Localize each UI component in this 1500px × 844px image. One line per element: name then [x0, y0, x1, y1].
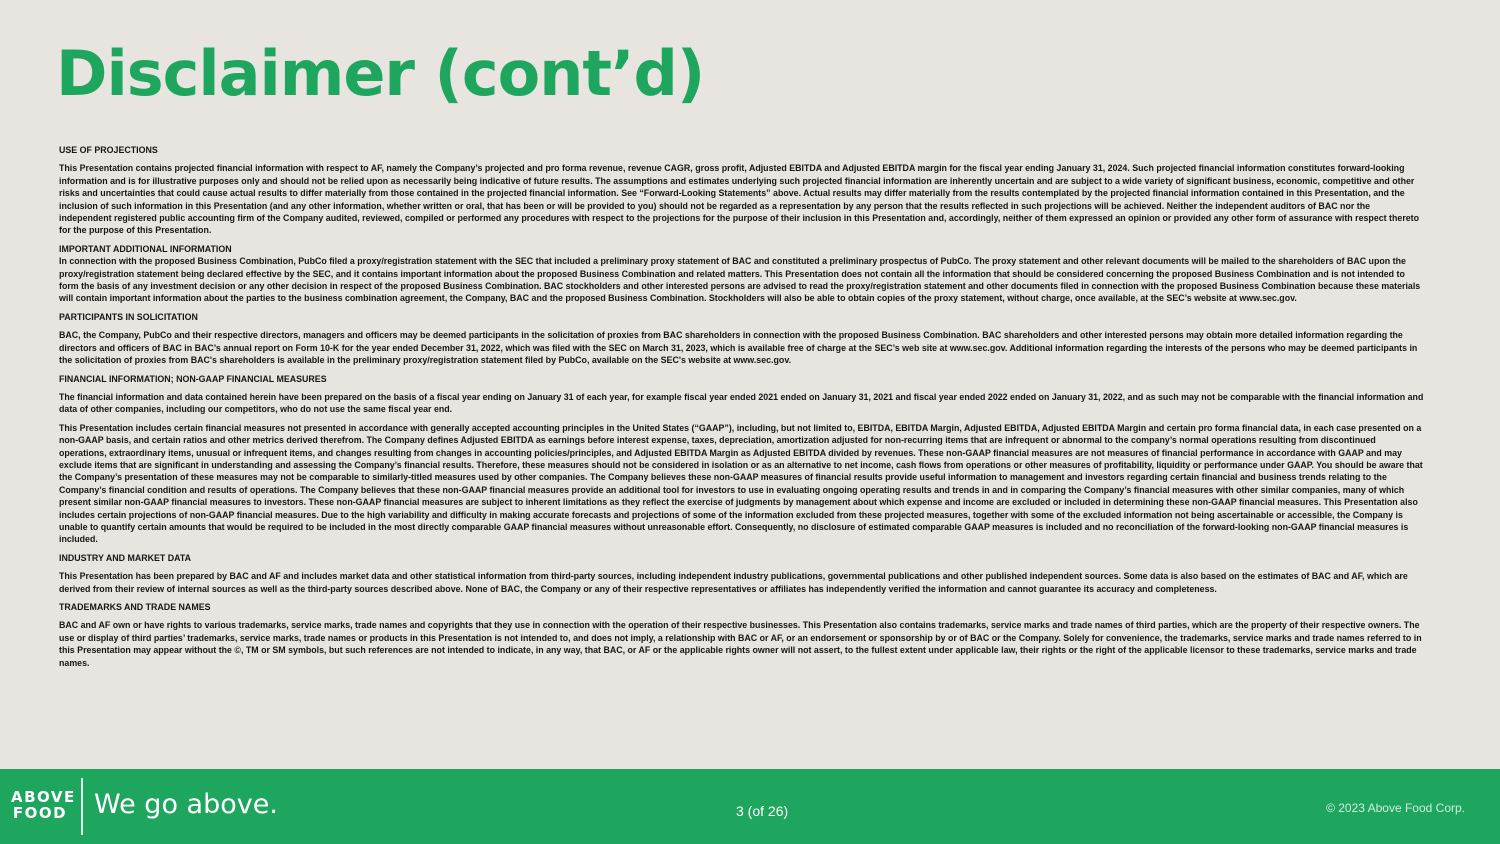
section-paragraph: This Presentation has been prepared by BAC and AF and includes market data and other statistical information from third-party sources, including independent industry publications, governmental publications and other published independent sources. Some data is also based on the estimates of BAC and AF, which are derived from their review of internal sources as well as the third-party sources described above. None of BAC, the Company or any of their respective representatives or affiliates has independently verified the information and cannot guarantee its accuracy and completeness. — [59, 571, 1408, 594]
section-heading: IMPORTANT ADDITIONAL INFORMATION — [59, 243, 232, 254]
tagline: We go above. — [94, 789, 278, 820]
logo-line-above: ABOVE — [11, 788, 76, 806]
above-food-logo — [11, 788, 76, 829]
section-trademarks-and-trade-names — [59, 601, 1425, 669]
section-important-additional-information — [59, 243, 1425, 305]
section-paragraph: In connection with the proposed Business Combination, PubCo filed a proxy/registration statement with the SEC that included a preliminary proxy statement of BAC and constituted a preliminary prospectus of PubCo. The proxy statement and other relevant documents will be mailed to the shareholders of BAC upon the proxy/registration statement being declared effective by the SEC, and it contains important information about the proposed Business Combination and related matters. This Presentation does not contain all the information that should be considered concerning the proposed Business Combination and is not intended to form the basis of any investment decision or any other decision in respect of the proposed Business Combination. BAC stockholders and other interested persons are advised to read the proxy/registration statement and other documents filed in connection with the proposed Business Combination because these materials will contain important information about the parties to the business combination agreement, the Company, BAC and the proposed Business Combination. Stockholders will also be able to obtain copies of the proxy statement, without charge, once available, at the SEC’s website at www.sec.gov. — [59, 256, 1421, 304]
section-heading: INDUSTRY AND MARKET DATA — [59, 552, 191, 563]
section-financial-information — [59, 373, 1425, 546]
page-title: Disclaimer (cont’d) — [56, 37, 705, 110]
page-number: 3 (of 26) — [736, 803, 789, 819]
section-paragraph: This Presentation contains projected financial information with respect to AF, namely the Company’s projected and pro forma revenue, revenue CAGR, gross profit, Adjusted EBITDA and Adjusted EBITDA margin for the fiscal year ending January 31, 2024. Such projected financial information constitutes forward-looking information and is for illustrative purposes only and should not be relied upon as necessarily being indicative of future results. The assumptions and estimates underlying such projected financial information are inherently uncertain and are subject to a wide variety of significant business, economic, competitive and other risks and uncertainties that could cause actual results to differ materially from those contained in the projected financial information. See “Forward-Looking Statements” above. Actual results may differ materially from the results contemplated by the projected financial information contained in this Presentation, and the inclusion of such information in this Presentation (and any other information, whether written or oral, that has been or will be provided to you) should not be regarded as a representation by any person that the results reflected in such projections will be achieved. Neither the independent auditors of BAC nor the independent registered public accounting firm of the Company audited, reviewed, compiled or performed any procedures with respect to the projections for the purpose of their inclusion in this Presentation and, accordingly, neither of them expressed an opinion or provided any other form of assurance with respect thereto for the purpose of this Presentation. — [59, 163, 1420, 236]
section-use-of-projections — [59, 144, 1425, 237]
section-heading: FINANCIAL INFORMATION; NON-GAAP FINANCIAL MEASURES — [59, 373, 327, 384]
section-heading: PARTICIPANTS IN SOLICITATION — [59, 311, 198, 322]
logo-line-food: FOOD — [12, 804, 68, 822]
section-heading: TRADEMARKS AND TRADE NAMES — [59, 602, 211, 612]
section-participants-in-solicitation — [59, 311, 1425, 367]
section-paragraph: BAC and AF own or have rights to various trademarks, service marks, trade names and copyrights that they use in connection with the operation of their respective businesses. This Presentation also contains trademarks, service marks and trade names of third parties, which are the property of their respective owners. The use or display of third parties’ trademarks, service marks, trade names or products in this Presentation is not intended to, and does not imply, a relationship with BAC or AF, or an endorsement or sponsorship by or of BAC or the Company. Solely for convenience, the trademarks, service marks and trade names referred to in this Presentation may appear without the ©, TM or SM symbols, but such references are not intended to indicate, in any way, that BAC, or AF or the applicable rights owner will not assert, to the fullest extent under applicable law, their rights or the right of the applicable licensor to these trademarks, service marks and trade names. — [59, 620, 1422, 668]
footer-divider — [81, 778, 83, 835]
disclaimer-body — [59, 144, 1425, 675]
section-paragraph: This Presentation includes certain financial measures not presented in accordance with generally accepted accounting principles in the United States (“GAAP”), including, but not limited to, EBITDA, EBITDA Margin, Adjusted EBITDA, Adjusted EBITDA Margin and certain pro forma financial data, in each case presented on a non-GAAP basis, and certain ratios and other metrics derived therefrom. The Company defines Adjusted EBITDA as earnings before interest expense, taxes, depreciation, amortization adjusted for non-recurring items that are infrequent or abnormal to the company’s normal operations resulting from discontinued operations, extraordinary items, unusual or infrequent items, and changes resulting from changes in accounting policies/principles, and Adjusted EBITDA Margin as Adjusted EBITDA divided by revenues. These non-GAAP financial measures are not measures of financial performance in accordance with GAAP and may exclude items that are significant in understanding and assessing the Company’s financial results. Therefore, these measures should not be considered in isolation or as an alternative to net income, cash flows from operations or other measures of profitability, liquidity or performance under GAAP. You should be aware that the Company’s presentation of these measures may not be comparable to similarly-titled measures used by other companies. The Company believes these non-GAAP measures of financial results provide useful information to management and investors regarding certain financial and business trends relating to the Company’s financial condition and results of operations. The Company believes that these non-GAAP financial measures provide an additional tool for investors to use in evaluating ongoing operating results and trends in and in comparing the Company’s financial measures with other similar companies, many of which present similar non-GAAP financial measures to investors. These non-GAAP financial measures are subject to inherent limitations as they reflect the exercise of judgments by management about which expense and income are excluded or included in determining these non-GAAP financial measures. This Presentation also includes certain projections of non-GAAP financial measures. Due to the high variability and difficulty in making accurate forecasts and projections of some of the information excluded from these projected measures, together with some of the excluded information not being ascertainable or accessible, the Company is unable to quantify certain amounts that would be required to be included in the most directly comparable GAAP financial measures without unreasonable effort. Consequently, no disclosure of estimated comparable GAAP measures is included and no reconciliation of the forward-looking non-GAAP financial measures is included. — [59, 422, 1423, 545]
copyright-notice: © 2023 Above Food Corp. — [1326, 801, 1465, 815]
section-heading: USE OF PROJECTIONS — [59, 145, 158, 155]
footer-bar — [0, 769, 1500, 844]
section-paragraph: The financial information and data contained herein have been prepared on the basis of a fiscal year ending on January 31 of each year, for example fiscal year ended 2021 ended on January 31, 2021 and fiscal year ended 2022 ended on January 31, 2022, and as such may not be comparable with the financial information and data of other companies, including our competitors, who do not use the same fiscal year end. — [59, 391, 1424, 415]
section-industry-and-market-data — [59, 552, 1425, 595]
section-paragraph: BAC, the Company, PubCo and their respective directors, managers and officers may be deemed participants in the solicitation of proxies from BAC shareholders in connection with the proposed Business Combination. BAC shareholders and other interested persons may obtain more detailed information regarding the directors and officers of BAC in BAC’s annual report on Form 10-K for the year ended December 31, 2022, which was filed with the SEC on March 31, 2023, which is available free of charge at the SEC’s web site at www.sec.gov. Additional information regarding the interests of the persons who may be deemed participants in the solicitation of proxies from BAC's shareholders is available in the preliminary proxy/registration statement filed by PubCo, available on the SEC's website at www.sec.gov. — [59, 330, 1418, 366]
